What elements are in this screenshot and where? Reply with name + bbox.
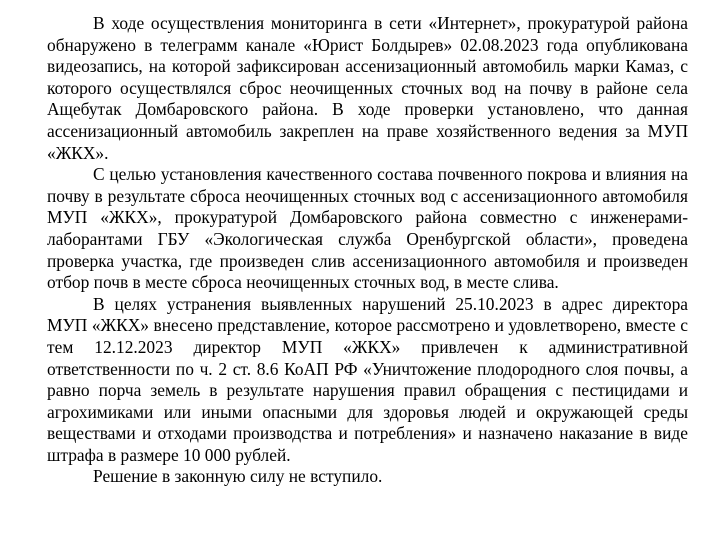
paragraph-penalty: В целях устранения выявленных нарушений 25.10.2023 в адрес директора МУП «ЖКХ» внесено представление, которое рассмотрено и удовлетворено, вместе с тем 12.12.2023 директор МУП «ЖКХ» привлечен к административной ответственности по ч. 2 ст. 8.6 КоАП РФ «Уничтожение плодородного слоя почвы, а равно порча земель в результате нарушения правил обращения с пестицидами и агрохимиками или иными опасными для здоровья людей и окружающей среды веществами и отходами производства и потребления» и назначено наказание в виде штрафа в размере 10 000 рублей. [47, 293, 688, 465]
document-body [47, 13, 688, 488]
paragraph-decision-status: Решение в законную силу не вступило. [93, 466, 383, 487]
paragraph-soil-inspection: С целью установления качественного состава почвенного покрова и влияния на почву в результате сброса неочищенных сточных вод с ассенизационного автомобиля МУП «ЖКХ», прокуратурой Домбаровского района совместно с инженерами-лаборантами ГБУ «Экологическая служба Оренбургской области», проведена проверка участка, где произведен слив ассенизационного автомобиля и произведен отбор почв в месте сброса неочищенных сточных вод, в месте слива. [47, 164, 688, 293]
paragraph-monitoring: В ходе осуществления мониторинга в сети «Интернет», прокуратурой района обнаружено в телеграмм канале «Юрист Болдырев» 02.08.2023 года опубликована видеозапись, на которой зафиксирован ассенизационный автомобиль марки Камаз, с которого осуществлялся сброс неочищенных сточных вод на почву в районе села Ащебутак Домбаровского района. В ходе проверки установлено, что данная ассенизационный автомобиль закреплен на праве хозяйственного ведения за МУП «ЖКХ». [47, 13, 688, 163]
